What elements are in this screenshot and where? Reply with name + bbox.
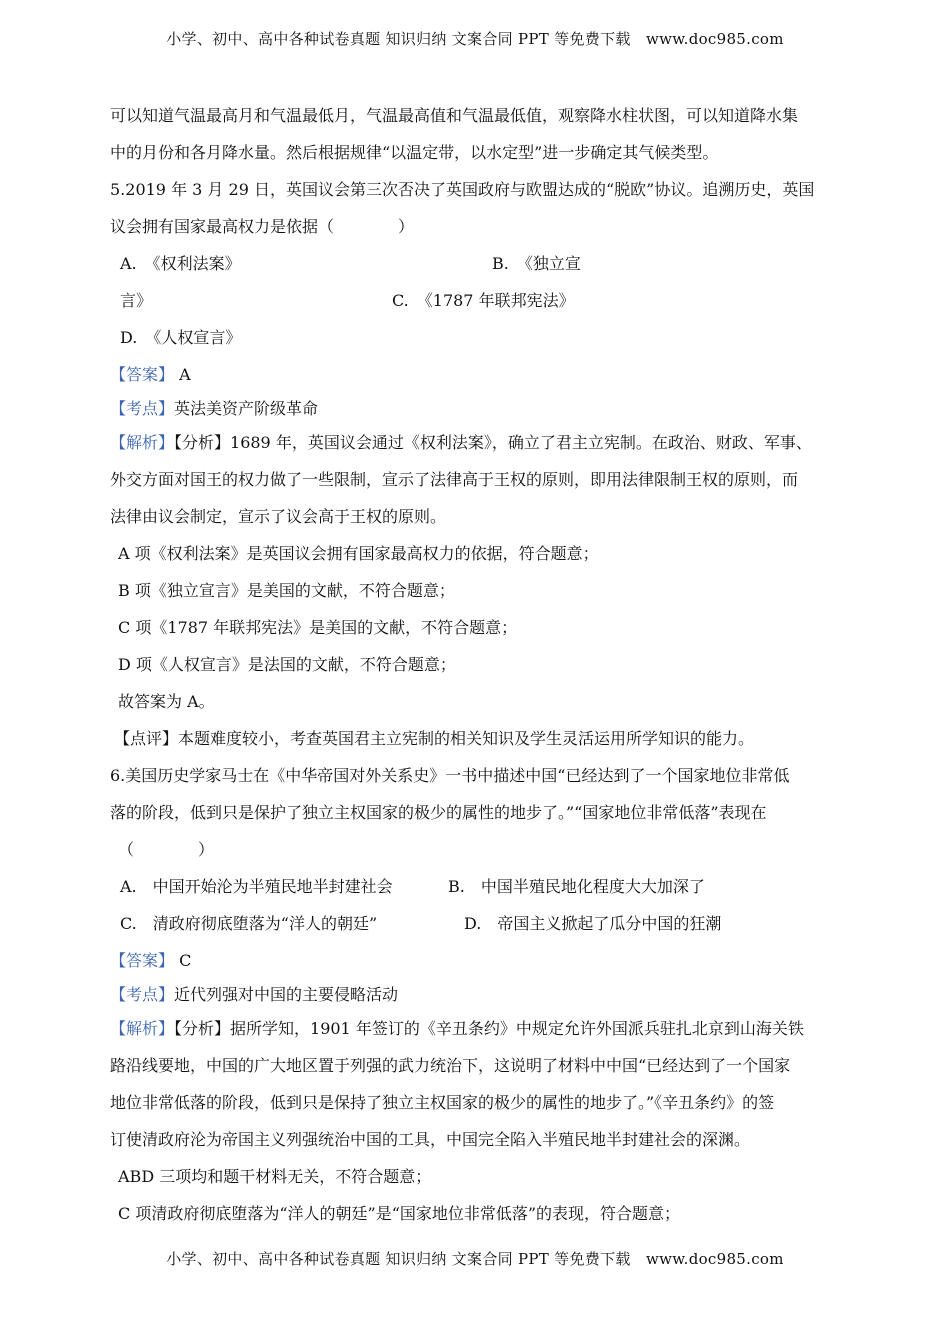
q6-option-c: C. 清政府彻底堕落为“洋人的朝廷” — [120, 914, 378, 933]
q6-analysis-line-3: 地位非常低落的阶段，低到只是保持了独立主权国家的极少的属性的地步了。”《辛丑条约》的签 — [110, 1093, 775, 1112]
q5-option-b: B. 《独立宣 — [492, 254, 581, 273]
q5-point-value: 英法美资产阶级革命 — [174, 399, 319, 418]
q5-analysis-text-1: 【分析】1689 年，英国议会通过《权利法案》，确立了君主立宪制。在政治、财政、军事、 — [174, 433, 812, 452]
intro-line-1: 可以知道气温最高月和气温最低月，气温最高值和气温最低值，观察降水柱状图，可以知道降水集 — [110, 106, 799, 125]
q5-option-d: D. 《人权宣言》 — [120, 328, 242, 347]
q6-stem-line-3: （ ） — [118, 840, 215, 859]
q5-analysis-line-1 — [110, 429, 845, 466]
q6-analysis-line-4: 订使清政府沦为帝国主义列强统治中国的工具，中国完全陷入半殖民地半封建社会的深渊。 — [110, 1130, 751, 1149]
q6-stem-line-1: 6.美国历史学家马士在《中华帝国对外关系史》一书中描述中国“已经达到了一个国家地位非常低 — [110, 766, 790, 785]
document-body — [110, 102, 845, 1237]
q5-analysis-line-3: 法律由议会制定，宣示了议会高于王权的原则。 — [110, 507, 447, 526]
q5-option-a: A. 《权利法案》 — [120, 254, 241, 273]
q5-point — [110, 395, 845, 429]
q6-answer-tag: 【答案】 — [110, 951, 175, 970]
q5-comment: 【点评】本题难度较小，考查英国君主立宪制的相关知识及学生灵活运用所学知识的能力。 — [114, 729, 755, 748]
q6-options-row-2 — [110, 910, 845, 947]
q5-stem-line-1: 5.2019 年 3 月 29 日，英国议会第三次否决了英国政府与欧盟达成的“脱欧”协议。追溯历史，英国 — [110, 180, 815, 199]
q5-analysis-line-2: 外交方面对国王的权力做了一些限制，宣示了法律高于王权的原则，即用法律限制王权的原则，而 — [110, 470, 799, 489]
q6-point — [110, 981, 845, 1015]
q5-options-row-3 — [110, 324, 845, 361]
q5-item-a: A 项《权利法案》是英国议会拥有国家最高权力的依据，符合题意； — [118, 544, 599, 563]
q6-analysis-line-2: 路沿线要地，中国的广大地区置于列强的武力统治下，这说明了材料中中国“已经达到了一个国家 — [110, 1056, 791, 1075]
q6-analysis-text-1: 【分析】据所学知，1901 年签订的《辛丑条约》中规定允许外国派兵驻扎北京到山海关铁 — [174, 1019, 804, 1038]
q5-conclusion: 故答案为 A。 — [118, 692, 215, 711]
q6-options-row-1 — [110, 873, 845, 910]
q5-stem-line-2: 议会拥有国家最高权力是依据（ ） — [110, 217, 415, 236]
q6-item-abd: ABD 三项均和题干材料无关，不符合题意； — [118, 1167, 432, 1186]
q5-answer — [110, 361, 845, 395]
q5-option-b-cont: 言》 — [120, 291, 153, 310]
q6-stem-line-2: 落的阶段，低到只是保护了独立主权国家的极少的属性的地步了。”“国家地位非常低落”表现在 — [110, 803, 767, 822]
q5-options-row-1 — [110, 250, 845, 287]
q5-answer-value: A — [179, 365, 191, 384]
q6-point-tag: 【考点】 — [110, 985, 175, 1004]
q6-option-d: D. 帝国主义掀起了瓜分中国的狂潮 — [464, 914, 722, 933]
q6-answer — [110, 947, 845, 981]
q6-answer-value: C — [179, 951, 192, 970]
q5-options-row-2 — [110, 287, 845, 324]
q6-analysis-line-1 — [110, 1015, 845, 1052]
q5-item-d: D 项《人权宣言》是法国的文献，不符合题意； — [118, 655, 456, 674]
intro-line-2: 中的月份和各月降水量。然后根据规律“以温定带，以水定型”进一步确定其气候类型。 — [110, 143, 719, 162]
page-footer: 小学、初中、高中各种试卷真题 知识归纳 文案合同 PPT 等免费下载 www.doc985.com — [166, 1250, 784, 1268]
q6-option-b: B. 中国半殖民地化程度大大加深了 — [448, 877, 705, 896]
q5-point-tag: 【考点】 — [110, 399, 175, 418]
q5-option-c: C. 《1787 年联邦宪法》 — [392, 291, 575, 310]
q6-item-c: C 项清政府彻底堕落为“洋人的朝廷”是“国家地位非常低落”的表现，符合题意； — [118, 1204, 681, 1223]
q5-analysis-tag: 【解析】 — [110, 433, 175, 452]
q5-item-c: C 项《1787 年联邦宪法》是美国的文献，不符合题意； — [118, 618, 518, 637]
q5-answer-tag: 【答案】 — [110, 365, 175, 384]
q6-point-value: 近代列强对中国的主要侵略活动 — [174, 985, 399, 1004]
q6-option-a: A. 中国开始沦为半殖民地半封建社会 — [120, 877, 393, 896]
q6-analysis-tag: 【解析】 — [110, 1019, 175, 1038]
q5-item-b: B 项《独立宣言》是美国的文献，不符合题意； — [118, 581, 455, 600]
page-header: 小学、初中、高中各种试卷真题 知识归纳 文案合同 PPT 等免费下载 www.doc985.com — [166, 30, 784, 48]
